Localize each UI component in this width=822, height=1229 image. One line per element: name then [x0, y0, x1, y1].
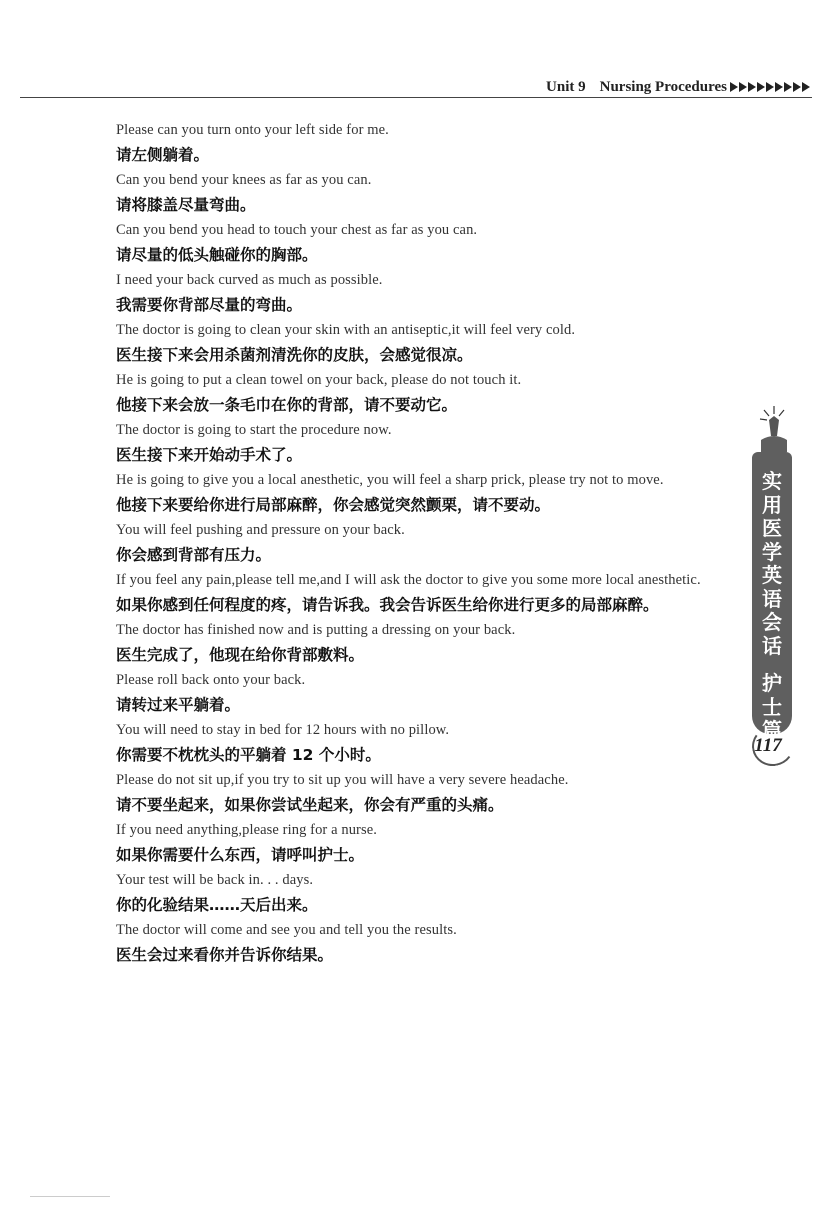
chinese-line: 请左侧躺着。 — [116, 146, 210, 164]
side-tab-char: 语 — [762, 586, 782, 611]
english-line: The doctor is going to start the procedure now. — [116, 422, 392, 438]
chapter-title: Nursing Procedures — [599, 79, 727, 95]
chinese-line: 医生接下来开始动手术了。 — [116, 446, 303, 464]
dialogue-body — [116, 118, 734, 968]
arrow-icon — [766, 82, 774, 92]
chinese-line: 医生会过来看你并告诉你结果。 — [116, 946, 334, 964]
english-line: The doctor will come and see you and tell you the results. — [116, 922, 457, 938]
english-line: The doctor is going to clean your skin with an antiseptic,it will feel very cold. — [116, 322, 576, 338]
chinese-line: 你需要不枕枕头的平躺着 12 个小时。 — [116, 746, 381, 764]
bottom-mark — [30, 1196, 110, 1197]
unit-label: Unit 9 — [546, 79, 586, 95]
english-line: If you need anything,please ring for a nurse. — [116, 822, 377, 838]
chinese-line: 他接下来要给你进行局部麻醉，你会感觉突然颤栗，请不要动。 — [116, 496, 551, 514]
header-arrows-decoration — [730, 82, 810, 94]
arrow-icon — [757, 82, 765, 92]
side-tab-char: 用 — [762, 492, 782, 517]
side-tab-char: 话 — [762, 633, 782, 658]
english-line: He is going to put a clean towel on your back, please do not touch it. — [116, 372, 522, 388]
side-tab-char: 医 — [762, 516, 782, 540]
page-number: 117 — [754, 735, 782, 756]
side-tab-char: 会 — [762, 610, 782, 634]
arrow-icon — [802, 82, 810, 92]
side-tab-char: 实 — [762, 469, 782, 493]
chinese-line: 请转过来平躺着。 — [116, 696, 241, 714]
arrow-icon — [730, 82, 738, 92]
english-line: I need your back curved as much as possible. — [116, 272, 383, 288]
english-line: If you feel any pain,please tell me,and I will ask the doctor to give you some more local anesthetic. — [116, 572, 701, 588]
header-rule — [20, 97, 812, 98]
english-line: You will feel pushing and pressure on your back. — [116, 522, 405, 538]
side-tab-label — [752, 470, 792, 743]
side-tab-char: 篇 — [762, 718, 782, 742]
chinese-line: 如果你感到任何程度的疼，请告诉我。我会告诉医生给你进行更多的局部麻醉。 — [116, 596, 659, 614]
side-tab-char: 英 — [762, 563, 782, 587]
arrow-icon — [784, 82, 792, 92]
chinese-line: 医生接下来会用杀菌剂清洗你的皮肤，会感觉很凉。 — [116, 346, 473, 364]
english-line: Please roll back onto your back. — [116, 672, 306, 688]
side-tab-char: 护 — [762, 671, 782, 695]
english-line: You will need to stay in bed for 12 hours with no pillow. — [116, 722, 450, 738]
chinese-line: 如果你需要什么东西，请呼叫护士。 — [116, 846, 365, 864]
side-tab-char: 学 — [762, 539, 782, 564]
chinese-line: 你的化验结果……天后出来。 — [116, 896, 318, 914]
english-line: Your test will be back in. . . days. — [116, 872, 314, 888]
english-line: Can you bend you head to touch your chest as far as you can. — [116, 222, 478, 238]
chinese-line: 请尽量的低头触碰你的胸部。 — [116, 246, 318, 264]
arrow-icon — [739, 82, 747, 92]
sparkle-icon — [757, 402, 791, 452]
english-line: The doctor has finished now and is putting a dressing on your back. — [116, 622, 516, 638]
side-tab-char: 士 — [762, 694, 782, 719]
chinese-line: 他接下来会放一条毛巾在你的背部，请不要动它。 — [116, 396, 458, 414]
english-line: Please do not sit up,if you try to sit up you will have a very severe headache. — [116, 772, 569, 788]
chinese-line: 请将膝盖尽量弯曲。 — [116, 196, 256, 214]
arrow-icon — [793, 82, 801, 92]
chinese-line: 医生完成了，他现在给你背部敷料。 — [116, 646, 365, 664]
chinese-line: 你会感到背部有压力。 — [116, 546, 272, 564]
chinese-line: 我需要你背部尽量的弯曲。 — [116, 296, 303, 314]
side-tab-series-title — [752, 470, 792, 658]
english-line: Please can you turn onto your left side for me. — [116, 122, 389, 138]
running-header-title — [546, 79, 727, 96]
arrow-icon — [775, 82, 783, 92]
english-line: Can you bend your knees as far as you can. — [116, 172, 372, 188]
chinese-line: 请不要坐起来，如果你尝试坐起来，你会有严重的头痛。 — [116, 796, 504, 814]
arrow-icon — [748, 82, 756, 92]
english-line: He is going to give you a local anesthetic, you will feel a sharp prick, please try not to move. — [116, 472, 664, 488]
